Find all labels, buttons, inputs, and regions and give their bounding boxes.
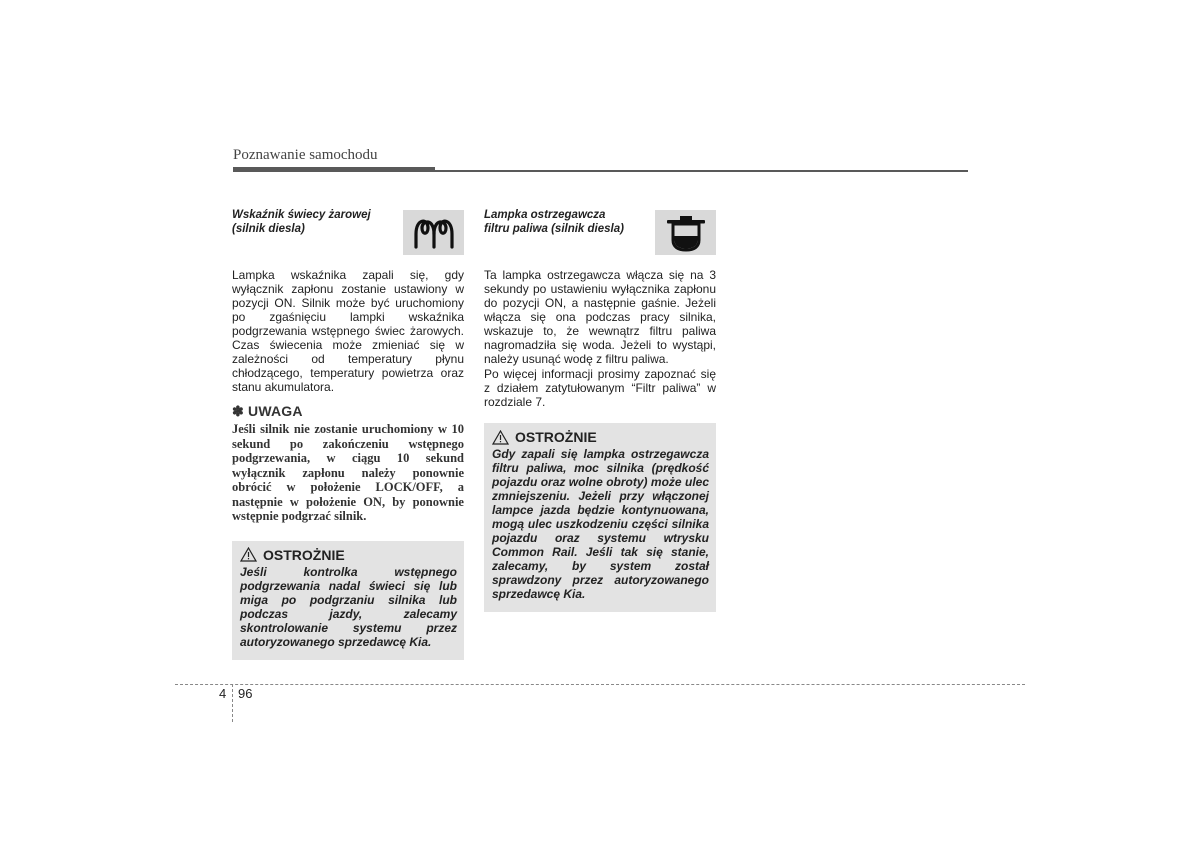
footer-vertical-divider <box>232 684 233 722</box>
fuel-filter-title <box>484 208 644 236</box>
fuel-filter-section-header <box>484 208 716 268</box>
fuel-filter-title-line1: Lampka ostrzegawcza <box>484 209 606 221</box>
header-rule-dark <box>233 167 435 172</box>
warning-triangle-icon <box>240 547 257 562</box>
page-header-title: Poznawanie samochodu <box>233 147 378 163</box>
caution-title: OSTROŻNIE <box>263 546 345 563</box>
page-number: 96 <box>238 686 253 701</box>
caution-header <box>240 547 457 563</box>
caution-box-fuel-filter <box>484 423 716 612</box>
glow-plug-title <box>232 208 392 236</box>
left-column <box>232 208 464 660</box>
fuel-filter-icon <box>655 210 716 255</box>
warning-triangle-icon <box>492 430 509 445</box>
footer-divider <box>175 684 1025 685</box>
glow-plug-icon <box>403 210 464 255</box>
caution-body: Gdy zapali się lampka ostrzegawcza filtru paliwa, moc silnika (prędkość pojazdu oraz wolne obroty) może ulec zmniejszeniu. Jeżeli przy włączonej lampce jazda będzie kontynuowana, mogą ulec uszkodzeniu części silnika pojazdu oraz systemu wtrysku Common Rail. Jeśli tak się stanie, zalecamy, by system został sprawdzony przez autoryzowanego sprzedawcę Kia. <box>492 447 709 601</box>
chapter-number: 4 <box>219 686 227 701</box>
caution-header <box>492 429 709 445</box>
right-column <box>484 208 716 612</box>
note-body: Jeśli silnik nie zostanie uruchomiony w 10 sekund po zakończeniu wstępnego podgrzewania, w ciągu 10 sekund wyłącznik zapłonu należy ponownie obrócić w położenie LOCK/OFF, a następnie w położenie ON, by ponownie wstępnie podgrzać silnik. <box>232 422 464 523</box>
glow-plug-description: Lampka wskaźnika zapali się, gdy wyłącznik zapłonu zostanie ustawiony w pozycji ON. Silnik może być uruchomiony po zgaśnięciu lampki wskaźnika podgrzewania wstępnego świec żarowych. Czas świecenia może zmieniać się w zależności od temperatury płynu chłodzącego, temperatury powietrza oraz stanu akumulatora. <box>232 268 464 394</box>
note-title: ✽ UWAGA <box>232 403 303 419</box>
glow-plug-title-line1: Wskaźnik świecy żarowej <box>232 209 371 221</box>
caution-box-glow-plug <box>232 541 464 660</box>
fuel-filter-title-line2: filtru paliwa (silnik diesla) <box>484 223 624 235</box>
glow-plug-title-line2: (silnik diesla) <box>232 223 305 235</box>
fuel-filter-description: Ta lampka ostrzegawcza włącza się na 3 sekundy po ustawieniu wyłącznika zapłonu do pozycji ON, a następnie gaśnie. Jeżeli włącza się ona podczas pracy silnika, wskazuje to, że wewnątrz filtru paliwa nagromadziła się woda. Jeżeli to wystąpi, należy usunąć wodę z filtru paliwa. <box>484 268 716 366</box>
caution-body: Jeśli kontrolka wstępnego podgrzewania nadal świeci się lub miga po podgrzaniu silnika lub podczas jazdy, zalecamy skontrolowanie systemu przez autoryzowanego sprzedawcę Kia. <box>240 564 457 649</box>
fuel-filter-reference: Po więcej informacji prosimy zapoznać się z działem zatytułowanym “Filtr paliwa” w rozdziale 7. <box>484 367 716 409</box>
header-rule <box>435 170 968 172</box>
glow-plug-section-header <box>232 208 464 268</box>
caution-title: OSTROŻNIE <box>515 429 597 445</box>
